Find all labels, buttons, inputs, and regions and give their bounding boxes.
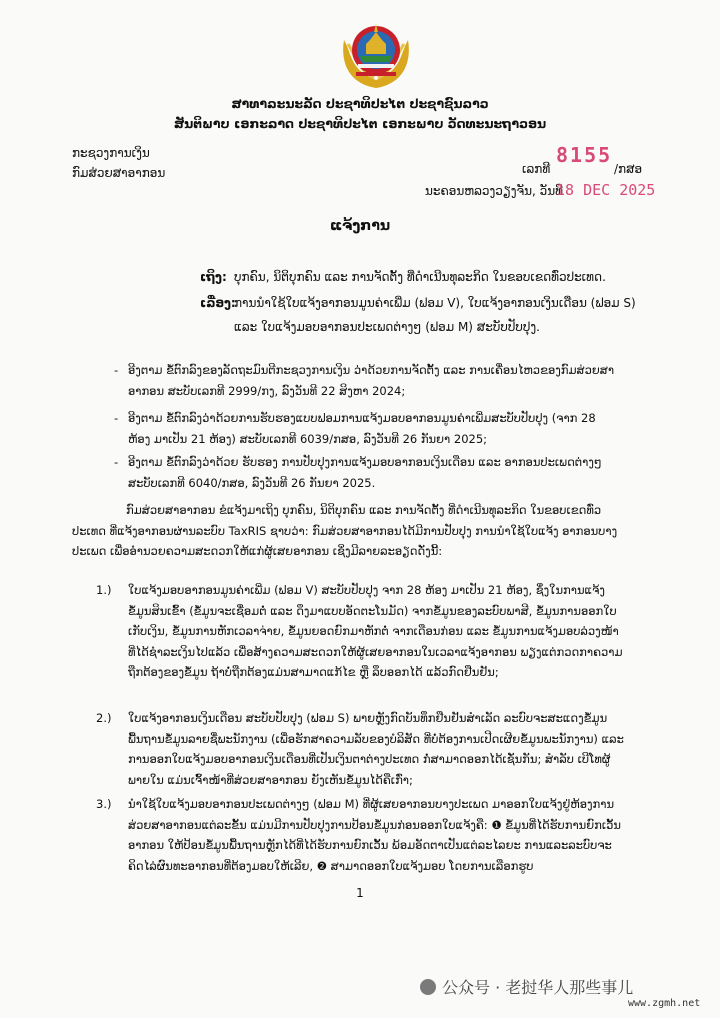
to-label: ເຖິງ: bbox=[200, 270, 227, 284]
lao-national-emblem-icon bbox=[336, 10, 416, 92]
doc-number-suffix: /ກສອ bbox=[614, 162, 643, 176]
reference-text: ອີງຕາມ ຂໍ້ຕົກລົງວ່າດ້ວຍ ຮັບຮອງ ການປັບປຸງການແຈ້ງມອບອາກອນເງິນເດືອນ ແລະ ອາກອນປະເພດຕ່າງໆ ສະບັບເລກທີ 6040/ກສອ, ລົງວັນທີ 26 ກັນຍາ 2025. bbox=[128, 455, 602, 490]
item-text: ໃບແຈ້ງອາກອນເງິນເດືອນ ສະບັບປັບປຸງ (ຟອມ S) ພາຍຫຼັງກົດບັນທຶກຢືນຢັນສຳເລັດ ລະບົບຈະສະແດງຂໍ້ມູນພື້ນຖານຂໍ້ມູນລາຍຊື່ພະນັກງານ (ເພື່ອຮັກສາຄວາມລັບຂອງບໍລິສັດ ທີ່ບໍ່ຕ້ອງການເປີດເຜີຍຂໍ້ມູນພະນັກງານ) ແລະ ການອອກໃບແຈ້ງມອບອາກອນເງິນເດືອນທີ່ເປັນເງິນຕາຕ່າງປະເທດ ກໍ່ສາມາດອອກໄດ້ເຊັ່ນກັນ; ສຳລັບ ເບີໂທຜູ້ພາຍໃນ ແມ່ນເຈົ້າໜ້າທີ່ສ່ວຍສາອາກອນ ຍັງເຫັນຂໍ້ມູນໄດ້ຄືເກົ່າ; bbox=[128, 711, 624, 787]
reference-item: - ອີງຕາມ ຂໍ້ຕົກລົງວ່າດ້ວຍ ຮັບຮອງ ການປັບປຸງການແຈ້ງມອບອາກອນເງິນເດືອນ ແລະ ອາກອນປະເພດຕ່າງໆ ສະບັບເລກທີ 6040/ກສອ, ລົງວັນທີ 26 ກັນຍາ 2025. bbox=[114, 455, 602, 490]
document-title: ແຈ້ງການ bbox=[329, 218, 391, 234]
reference-item: - ອີງຕາມ ຂໍ້ຕົກລົງວ່າດ້ວຍການຮັບຮອງແບບຟອມການແຈ້ງມອບອາກອນມູນຄ່າເພີ່ມສະບັບປັບປຸງ (ຈາກ 28 ຫ້ອງ ມາເປັນ 21 ຫ້ອງ) ສະບັບເລກທີ 6039/ກສອ, ລົງວັນທີ 26 ກັນຍາ 2025; bbox=[114, 411, 596, 446]
item-text: ນຳໃຊ້ໃບແຈ້ງມອບອາກອນປະເພດຕ່າງໆ (ຟອມ M) ທີ່ຜູ້ເສຍອາກອນບາງປະເພດ ມາອອກໃບແຈ້ງຢູ່ຫ້ອງການສ່ວຍສາອາກອນແຕ່ລະຂັ້ນ ແມ່ນມີການປັບປຸງການປ້ອນຂໍ້ມູນກ່ອນອອກໃບແຈ້ງຄື: ❶ ຂໍ້ມູນທີ່ໄດ້ຮັບການຍົກເວັ້ນອາກອນ ໃຫ້ປ້ອນຂໍ້ມູນພື້ນຖານຫຼັກໄດ້ທີ່ໄດ້ຮັບການຍົກເວັ້ນ ພ້ອມອັດຕາເປັນແຕ່ລະໄລຍະ ການແລະລະບົບຈະຄິດໄລ່ຜົນທະອາກອນທີ່ຕ້ອງມອບໃຫ້ເລີຍ, ❷ ສາມາດອອກໃບແຈ້ງມອບ ໂດຍການເລືອກຮູບ bbox=[128, 797, 621, 873]
doc-number-label: ເລກທີ bbox=[522, 162, 551, 176]
item-number: 1.) bbox=[96, 583, 112, 597]
reference-text: ອີງຕາມ ຂໍ້ຕົກລົງຂອງລັດຖະມົນຕີກະຊວງການເງິນ ວ່າດ້ວຍການຈັດຕັ້ງ ແລະ ການເຄື່ອນໄຫວຂອງກົມສ່ວຍສາອາກອນ ສະບັບເລກທີ 2999/ກງ, ລົງວັນທີ 22 ສິງຫາ 2024; bbox=[128, 363, 615, 398]
item-number: 2.) bbox=[96, 711, 112, 725]
list-item bbox=[96, 580, 624, 683]
item-number: 3.) bbox=[96, 797, 112, 811]
subject-line-2: ແລະ ໃບແຈ້ງມອບອາກອນປະເພດຕ່າງໆ (ຟອມ M) ສະບັບປັບປຸງ. bbox=[234, 320, 540, 334]
watermark bbox=[420, 975, 633, 998]
intro-paragraph: ກົມສ່ວຍສາອາກອນ ຂໍແຈ້ງມາເຖິງ ບຸກຄົນ, ນິຕິບຸກຄົນ ແລະ ການຈັດຕັ້ງ ທີ່ດຳເນີນທຸລະກິດ ໃນຂອບເຂດທົ່ວປະເທດ ທີ່ແຈ້ງອາກອນຜ່ານລະບົບ TaxRIS ຊາບວ່າ: ກົມສ່ວຍສາອາກອນໄດ້ມີການປັບປຸງ ການນຳໃຊ້ໃບແຈ້ງ ອາກອນບາງປະເພດ ເພື່ອອຳນວຍຄວາມສະດວກໃຫ້ແກ່ຜູ້ເສຍອາກອນ ເຊິ່ງມີລາຍລະອຽດດັ່ງນີ້: bbox=[72, 503, 618, 558]
list-item bbox=[96, 794, 624, 876]
reference-text: ອີງຕາມ ຂໍ້ຕົກລົງວ່າດ້ວຍການຮັບຮອງແບບຟອມການແຈ້ງມອບອາກອນມູນຄ່າເພີ່ມສະບັບປັບປຸງ (ຈາກ 28 ຫ້ອງ ມາເປັນ 21 ຫ້ອງ) ສະບັບເລກທີ 6039/ກສອ, ລົງວັນທີ 26 ກັນຍາ 2025; bbox=[128, 411, 596, 446]
page-number: 1 bbox=[356, 886, 364, 900]
doc-number: 8155 bbox=[556, 143, 613, 167]
to-text: ບຸກຄົນ, ນິຕິບຸກຄົນ ແລະ ການຈັດຕັ້ງ ທີ່ດຳເນີນທຸລະກິດ ໃນຂອບເຂດທົ່ວປະເທດ. bbox=[234, 270, 606, 284]
item-text: ໃບແຈ້ງມອບອາກອນມູນຄ່າເພີ່ມ (ຟອມ V) ສະບັບປັບປຸງ ຈາກ 28 ຫ້ອງ ມາເປັນ 21 ຫ້ອງ, ຊຶ່ງໃນການແຈ້ງຂໍ້ມູນສິນເຂົ້າ (ຂໍ້ມູນຈະເຊື່ອມຕໍ່ ແລະ ດຶງມາແບບອັດຕະໂນມັດ) ຈາກຂໍ້ມູນຂອງລະບົບພາສີ, ຂໍ້ມູນການອອກໃບເກັບເງິນ, ຂໍ້ມູນການຫັກເວລາຈ່າຍ, ຂໍ້ມູນຍອດຍົກມາຫັກຕໍ່ ຈາກເດືອນກ່ອນ ແລະ ຂໍ້ມູນການແຈ້ງມອບລ່ວງໜ້າ ທີ່ໄດ້ຊຳລະເງິນໄປແລ້ວ ເພື່ອສ້າງຄວາມສະດວກໃຫ້ຜູ້ເສຍອາກອນໃນເວລາແຈ້ງອາກອນ ພຽງແຕ່ກວດກາຄວາມຖືກຕ້ອງຂອງຂໍ້ມູນ ຖ້າບໍ່ຖືກຕ້ອງແມ່ນສາມາດແກ້ໄຂ ຫຼື ລຶບອອກໄດ້ ແລ້ວກົດຢືນຢັນ; bbox=[128, 583, 623, 679]
ministry-name: ກະຊວງການເງິນ bbox=[72, 146, 150, 160]
list-item bbox=[96, 708, 624, 790]
place-date-label: ນະຄອນຫລວງວຽງຈັນ, ວັນທີ bbox=[425, 184, 563, 198]
subject-label: ເລື່ອງ: bbox=[200, 296, 236, 310]
reference-item: - ອີງຕາມ ຂໍ້ຕົກລົງຂອງລັດຖະມົນຕີກະຊວງການເງິນ ວ່າດ້ວຍການຈັດຕັ້ງ ແລະ ການເຄື່ອນໄຫວຂອງກົມສ່ວຍສາອາກອນ ສະບັບເລກທີ 2999/ກງ, ລົງວັນທີ 22 ສິງຫາ 2024; bbox=[114, 363, 615, 398]
national-motto: ສັນຕິພາບ ເອກະລາດ ປະຊາທິປະໄຕ ເອກະພາບ ວັດທະນະຖາວອນ bbox=[173, 116, 547, 131]
doc-date: 18 DEC 2025 bbox=[556, 181, 656, 199]
country-name: ສາທາລະນະລັດ ປະຊາທິປະໄຕ ປະຊາຊົນລາວ bbox=[231, 96, 489, 111]
watermark-text: 公众号 · 老挝华人那些事儿 bbox=[442, 978, 634, 997]
department-name: ກົມສ່ວຍສາອາກອນ bbox=[72, 166, 166, 180]
subject-line-1: ການນຳໃຊ້ໃບແຈ້ງອາກອນມູນຄ່າເພີ່ມ (ຟອມ V), ໃບແຈ້ງອາກອນເງິນເດືອນ (ຟອມ S) bbox=[234, 296, 636, 310]
wechat-icon bbox=[420, 979, 436, 995]
site-watermark: www.zgmh.net bbox=[628, 998, 701, 1009]
